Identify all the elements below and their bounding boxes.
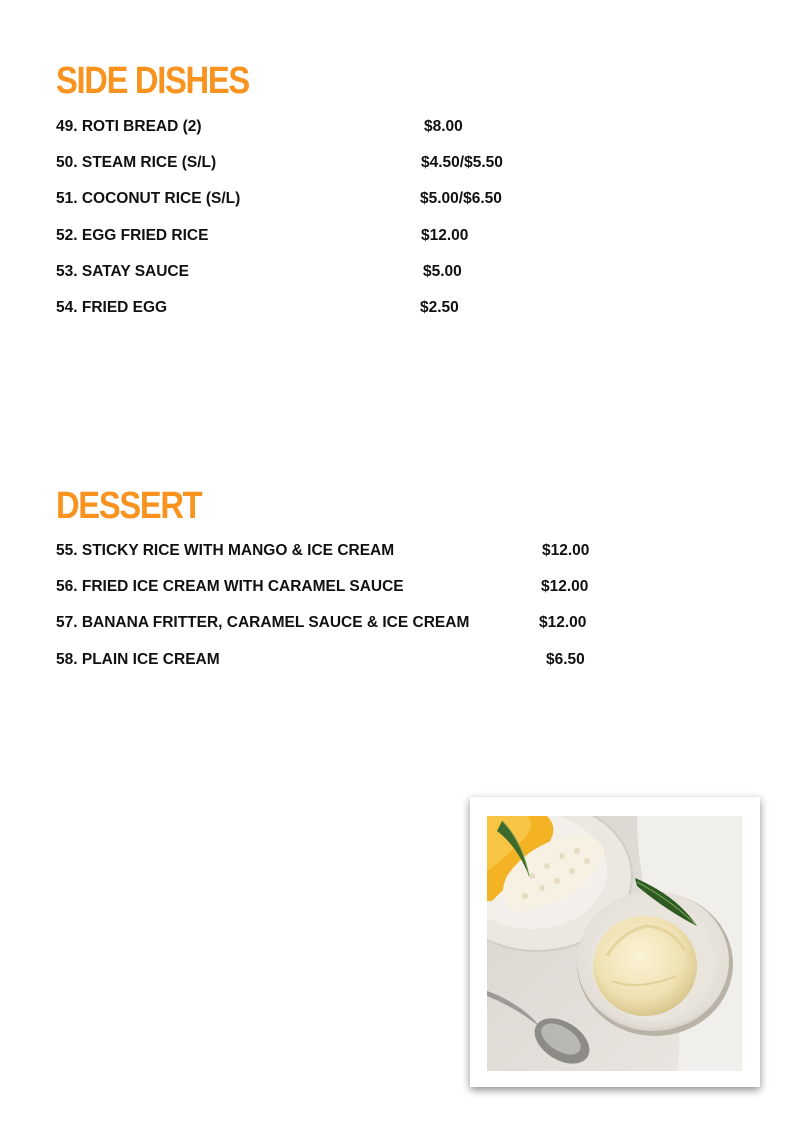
menu-item-name: 56. FRIED ICE CREAM WITH CARAMEL SAUCE xyxy=(56,578,404,595)
menu-item-name: 57. BANANA FRITTER, CARAMEL SAUCE & ICE CREAM xyxy=(56,614,470,631)
menu-item-price: $2.50 xyxy=(420,299,459,316)
dessert-heading: DESSERT xyxy=(56,485,202,527)
menu-item-name: 50. STEAM RICE (S/L) xyxy=(56,154,217,171)
menu-item-price: $12.00 xyxy=(421,227,469,244)
menu-item-price: $4.50/$5.50 xyxy=(421,154,503,171)
menu-item-name: 52. EGG FRIED RICE xyxy=(56,227,209,244)
menu-item-price: $12.00 xyxy=(542,542,590,559)
mango-sticky-rice-ice-cream-image xyxy=(487,816,742,1071)
side-dishes-heading: SIDE DISHES xyxy=(56,60,249,102)
menu-item-price: $5.00 xyxy=(423,263,462,280)
menu-item-name: 58. PLAIN ICE CREAM xyxy=(56,651,220,668)
menu-item-price: $12.00 xyxy=(541,578,589,595)
dessert-photo-frame xyxy=(470,797,760,1087)
dessert-photo xyxy=(487,816,742,1071)
menu-item-name: 54. FRIED EGG xyxy=(56,299,168,316)
menu-item-name: 53. SATAY SAUCE xyxy=(56,263,189,280)
menu-item-name: 55. STICKY RICE WITH MANGO & ICE CREAM xyxy=(56,542,395,559)
menu-item-price: $12.00 xyxy=(539,614,587,631)
menu-item-price: $5.00/$6.50 xyxy=(420,190,502,207)
menu-item-price: $6.50 xyxy=(546,651,585,668)
menu-item-name: 49. ROTI BREAD (2) xyxy=(56,118,202,135)
menu-item-price: $8.00 xyxy=(424,118,463,135)
menu-item-name: 51. COCONUT RICE (S/L) xyxy=(56,190,241,207)
